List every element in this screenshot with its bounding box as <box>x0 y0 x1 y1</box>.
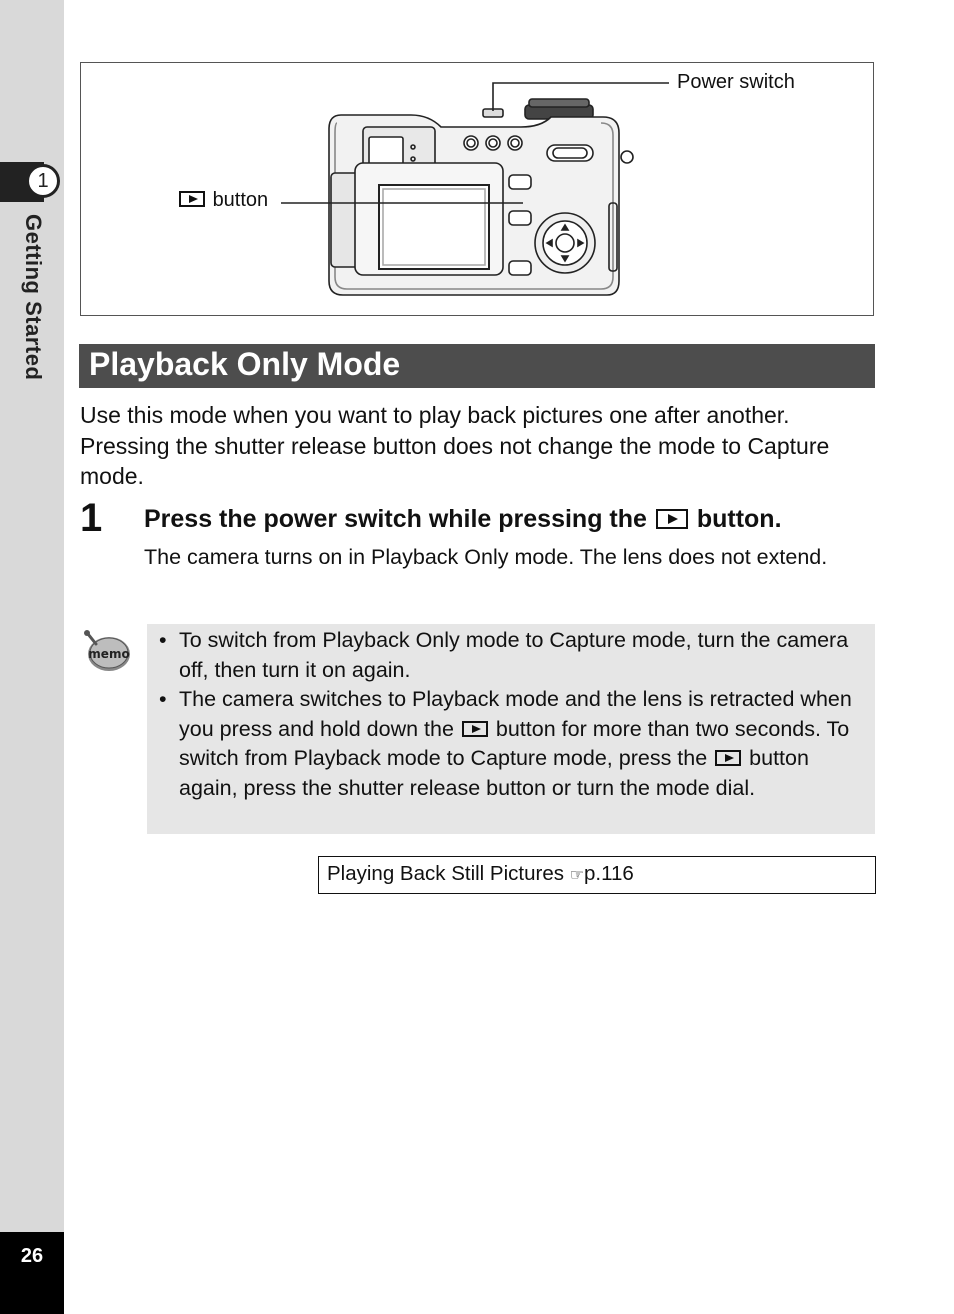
playback-icon <box>715 750 741 766</box>
chapter-title: Getting Started <box>21 214 46 381</box>
playback-icon <box>462 721 488 737</box>
page-reference[interactable] <box>318 856 876 894</box>
step-title <box>144 505 782 534</box>
memo-item-text-part3: button again, press the shutter release button or turn the mode dial. <box>179 746 809 800</box>
memo-icon <box>82 628 132 674</box>
playback-button-text: button <box>212 189 269 211</box>
reference-page: p.116 <box>584 862 634 885</box>
camera-figure <box>80 62 874 316</box>
pointing-hand-icon: ☞ <box>569 867 585 884</box>
playback-icon <box>656 509 688 529</box>
memo-item: • To switch from Playback Only mode to Capture mode, turn the camera off, then turn it on again. <box>159 628 849 682</box>
reference-text: Playing Back Still Pictures <box>327 862 564 885</box>
section-title: Playback Only Mode <box>79 344 875 388</box>
memo-box <box>147 624 875 834</box>
chapter-number: 1 <box>26 164 60 198</box>
step-title-before: Press the power switch while pressing the <box>144 505 647 533</box>
playback-icon <box>179 191 205 207</box>
memo-item-text-part1: The camera switches to Playback mode and the lens is retracted when you press and hold down the <box>179 687 852 741</box>
section-intro: Use this mode when you want to play back pictures one after another. Pressing the shutter release button does not change the mode to Capture mode. <box>80 402 830 489</box>
memo-item-text-part2: button for more than two seconds. To switch from Playback mode to Capture mode, press the <box>179 716 850 770</box>
step-title-after: button. <box>696 505 782 533</box>
memo-item-text: To switch from Playback Only mode to Capture mode, turn the camera off, then turn it on again. <box>179 628 849 682</box>
playback-button-label <box>177 189 268 212</box>
memo-item: • The camera switches to Playback mode and the lens is retracted when you press and hold down the button for more than two seconds. To switch from Playback mode to Capture mode, press the button again, press the shutter release button or turn the mode dial. <box>159 687 852 800</box>
step-number: 1 <box>80 496 103 540</box>
step-description: The camera turns on in Playback Only mode. The lens does not extend. <box>144 545 828 569</box>
power-switch-label: Power switch <box>677 71 795 93</box>
page-number: 26 <box>0 1232 64 1314</box>
svg-text:memo: memo <box>88 647 130 661</box>
